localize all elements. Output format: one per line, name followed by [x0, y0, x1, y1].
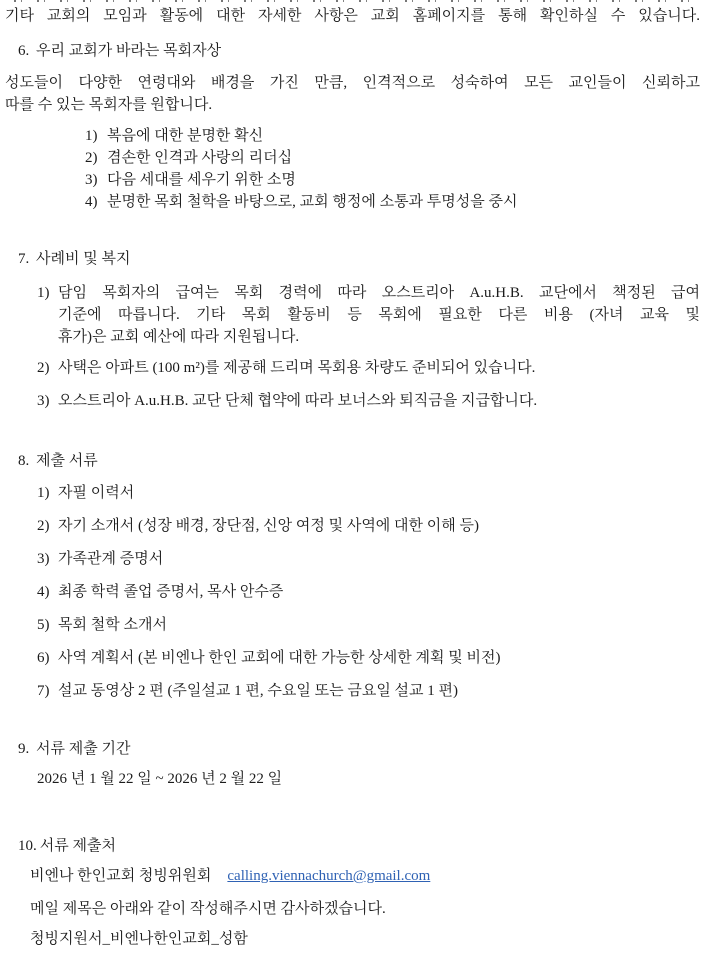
- submission-period: 2026 년 1 월 22 일 ~ 2026 년 2 월 22 일: [37, 771, 283, 787]
- section-8-heading: [18, 450, 700, 472]
- list-item: 2) 사택은 아파트 (100 m²)를 제공해 드리며 목회용 차량도 준비되어 있습니다.: [37, 360, 536, 376]
- section-10-number: 10.: [18, 838, 37, 854]
- section-6-number: 6.: [18, 43, 30, 59]
- list-item: 6) 사역 계획서 (본 비엔나 한인 교회에 대한 가능한 상세한 계획 및 비전): [37, 650, 501, 666]
- committee-name: 비엔나 한인교회 청빙위원회: [30, 868, 212, 884]
- section-6-title: 우리 교회가 바라는 목회자상: [36, 43, 222, 59]
- list-item: 4) 최종 학력 졸업 증명서, 목사 안수증: [37, 584, 284, 600]
- intro-paragraph: 기타 교회의 모임과 활동에 대한 자세한 사항은 교회 홈페이지를 통해 확인하실 수 있습니다.: [5, 8, 700, 24]
- section-7-number: 7.: [18, 251, 30, 267]
- clipped-previous-line: [8, 0, 695, 2]
- section-10-heading: [18, 835, 700, 857]
- section-6-list: [85, 125, 700, 213]
- section-10-title: 서류 제출처: [39, 838, 116, 854]
- section-8-number: 8.: [18, 453, 30, 469]
- list-item: 2) 자기 소개서 (성장 배경, 장단점, 신앙 여정 및 사역에 대한 이해 등): [37, 518, 479, 534]
- section-7-heading: [18, 248, 700, 270]
- list-item: 3) 가족관계 증명서: [37, 551, 164, 567]
- list-item: 1) 자필 이력서: [37, 485, 135, 501]
- submission-address-line: [30, 865, 700, 887]
- list-item: 1) 복음에 대한 분명한 확신: [85, 128, 264, 144]
- section-8-title: 제출 서류: [36, 453, 98, 469]
- list-item: 2) 겸손한 인격과 사랑의 리더십: [85, 150, 293, 166]
- list-item: 7) 설교 동영상 2 편 (주일설교 1 편, 수요일 또는 금요일 설교 1 편): [37, 683, 459, 699]
- section-7-title: 사례비 및 복지: [36, 251, 131, 267]
- list-item: 3) 다음 세대를 세우기 위한 소명: [85, 172, 296, 188]
- email-subject-note: 메일 제목은 아래와 같이 작성해주시면 감사하겠습니다.: [30, 901, 386, 917]
- section-6-paragraph: 성도들이 다양한 연령대와 배경을 가진 만큼, 인격적으로 성숙하여 모든 교인들이 신뢰하고 따를 수 있는 목회자를 원합니다.: [5, 75, 700, 113]
- email-subject-format: 청빙지원서_비엔나한인교회_성함: [30, 931, 248, 947]
- section-9-number: 9.: [18, 741, 30, 757]
- section-6-heading: [18, 40, 700, 62]
- list-item: 1) 담임 목회자의 급여는 목회 경력에 따라 오스트리아 A.u.H.B. 교단에서 책정된 급여 기준에 따릅니다. 기타 목회 활동비 등 목회에 필요한 다른 비용 (자녀 교육 및 휴가)은 교회 예산에 따라 지원됩니다.: [37, 285, 700, 345]
- list-item: 4) 분명한 목회 철학을 바탕으로, 교회 행정에 소통과 투명성을 중시: [85, 194, 518, 210]
- section-9-heading: [18, 738, 700, 760]
- email-link[interactable]: calling.viennachurch@gmail.com: [227, 868, 431, 884]
- list-item: 5) 목회 철학 소개서: [37, 617, 167, 633]
- section-9-title: 서류 제출 기간: [36, 741, 131, 757]
- list-item: 3) 오스트리아 A.u.H.B. 교단 단체 협약에 따라 보너스와 퇴직금을 지급합니다.: [37, 393, 538, 409]
